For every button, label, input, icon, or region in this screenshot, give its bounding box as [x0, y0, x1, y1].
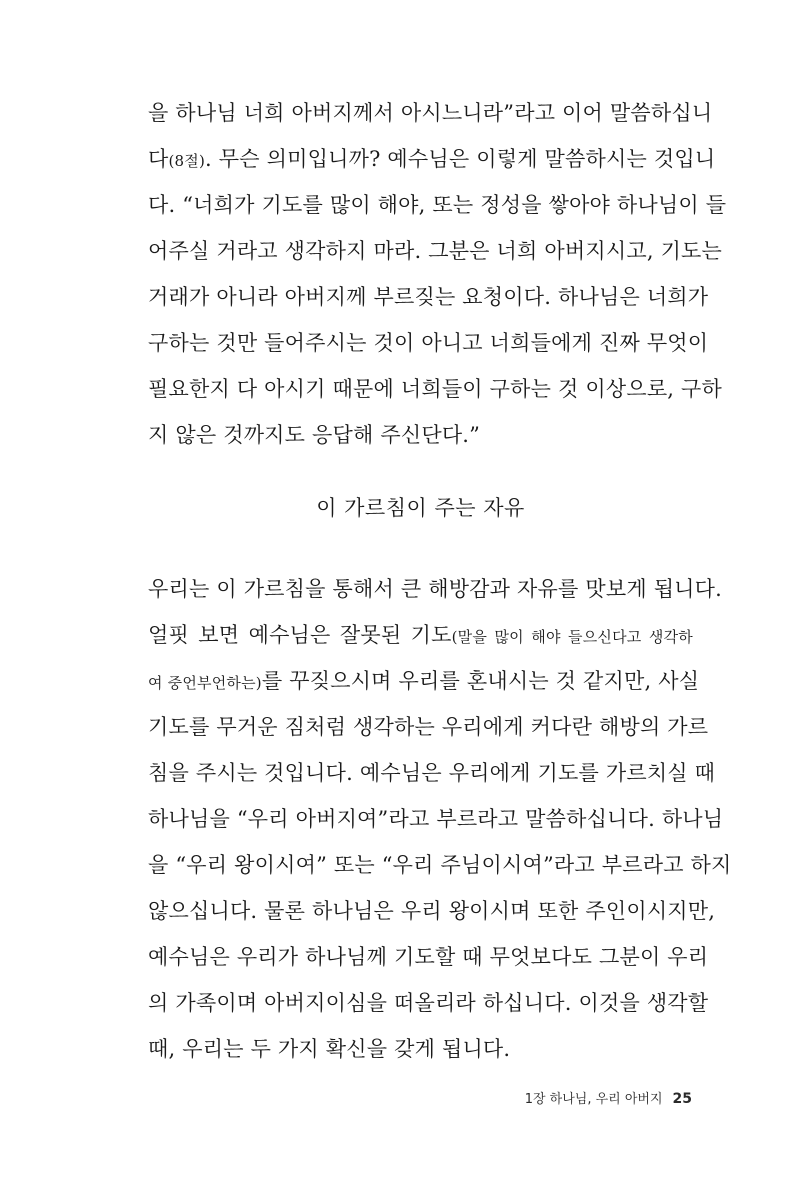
paragraph-top	[148, 90, 727, 458]
text-line: 하나님을 “우리 아버지여”라고 부르라고 말씀하십니다. 하나님	[148, 807, 724, 831]
text-line: 필요한지 다 아시기 때문에 너희들이 구하는 것 이상으로, 구하	[148, 377, 723, 401]
text-line: 우리는 이 가르침을 통해서 큰 해방감과 자유를 맛보게 됩니다.	[148, 577, 723, 601]
text-line	[148, 658, 700, 704]
page-number: 25	[672, 1091, 692, 1107]
text-line: 어주실 거라고 생각하지 마라. 그분은 너희 아버지시고, 기도는	[148, 239, 723, 263]
text-span: 얼핏 보면 예수님은 잘못된 기도	[148, 623, 452, 647]
paragraph-bottom	[148, 566, 732, 1072]
text-line: 기도를 무거운 짐처럼 생각하는 우리에게 커다란 해방의 가르	[148, 715, 709, 739]
section-heading: 이 가르침이 주는 자유	[316, 496, 525, 520]
text-line: 을 “우리 왕이시여” 또는 “우리 주님이시여”라고 부르라고 하지	[148, 853, 732, 877]
text-line: 지 않은 것까지도 응답해 주신단다.”	[148, 423, 481, 447]
parenthetical-note: 여 중언부언하는)	[148, 674, 262, 692]
text-line: 않으십니다. 물론 하나님은 우리 왕이시며 또한 주인이시지만,	[148, 899, 716, 923]
text-line: 거래가 아니라 아버지께 부르짖는 요청이다. 하나님은 너희가	[148, 285, 709, 309]
text-span: . 무슨 의미입니까? 예수님은 이렇게 말씀하시는 것입니	[205, 147, 716, 171]
text-line: 다. “너희가 기도를 많이 해야, 또는 정성을 쌓아야 하나님이 들	[148, 193, 727, 217]
chapter-title: 1장 하나님, 우리 아버지	[524, 1092, 663, 1107]
text-line: 구하는 것만 들어주시는 것이 아니고 너희들에게 진짜 무엇이	[148, 331, 709, 355]
parenthetical-note: (말을 많이 해야 들으신다고 생각하	[451, 628, 693, 646]
text-line: 의 가족이며 아버지이심을 떠올리라 하십니다. 이것을 생각할	[148, 991, 709, 1015]
text-line: 예수님은 우리가 하나님께 기도할 때 무엇보다도 그분이 우리	[148, 945, 709, 969]
text-line: 을 하나님 너희 아버지께서 아시느니라”라고 이어 말씀하십니	[148, 101, 713, 125]
verse-reference: (8절)	[168, 152, 206, 170]
text-span: 를 꾸짖으시며 우리를 혼내시는 것 같지만, 사실	[261, 669, 700, 693]
text-line: 침을 주시는 것입니다. 예수님은 우리에게 기도를 가르치실 때	[148, 761, 716, 785]
running-footer	[525, 1090, 692, 1109]
text-line	[148, 612, 693, 658]
text-line	[148, 136, 716, 182]
text-line: 때, 우리는 두 가지 확신을 갖게 됩니다.	[148, 1037, 511, 1061]
text-span: 다	[148, 147, 169, 171]
